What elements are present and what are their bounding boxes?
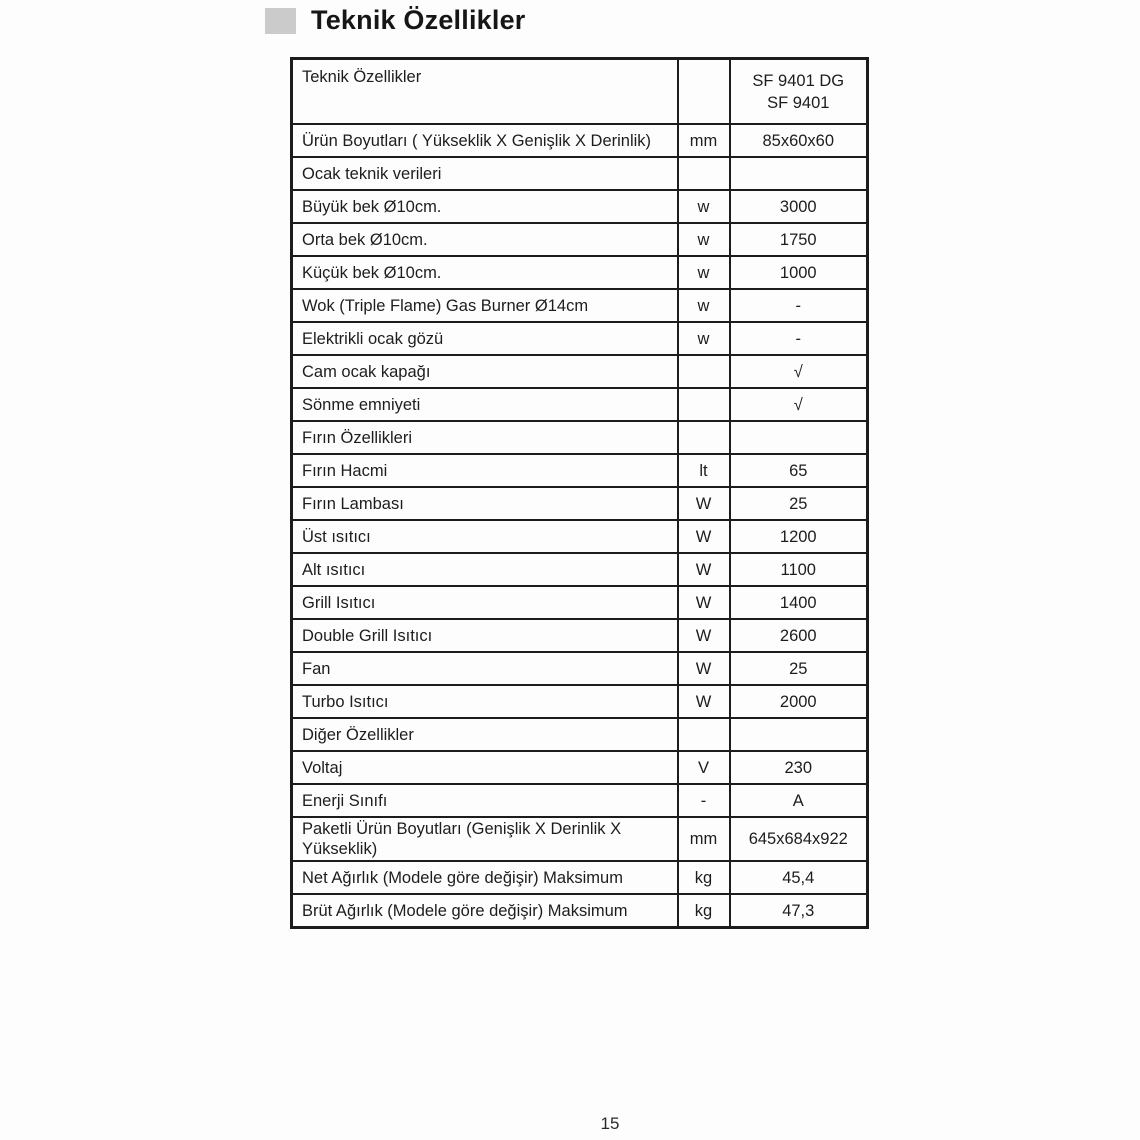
spec-value	[730, 421, 868, 454]
spec-label: Grill Isıtıcı	[292, 586, 678, 619]
table-row	[292, 454, 868, 487]
spec-unit	[678, 718, 730, 751]
table-row	[292, 520, 868, 553]
spec-value: 2600	[730, 619, 868, 652]
spec-value: 1200	[730, 520, 868, 553]
spec-unit: w	[678, 322, 730, 355]
spec-unit: mm	[678, 817, 730, 861]
spec-label: Büyük bek Ø10cm.	[292, 190, 678, 223]
spec-unit	[678, 355, 730, 388]
table-row	[292, 685, 868, 718]
spec-label: Fırın Özellikleri	[292, 421, 678, 454]
spec-value: 1750	[730, 223, 868, 256]
spec-unit: kg	[678, 894, 730, 928]
spec-value: A	[730, 784, 868, 817]
table-row	[292, 553, 868, 586]
spec-unit: W	[678, 487, 730, 520]
page-title: Teknik Özellikler	[311, 5, 526, 35]
spec-unit	[678, 421, 730, 454]
section-marker-icon	[265, 8, 296, 34]
spec-unit	[678, 388, 730, 421]
spec-value: 1100	[730, 553, 868, 586]
table-header-models	[730, 59, 868, 125]
spec-value: √	[730, 355, 868, 388]
section-title	[265, 5, 526, 36]
page-number: 15	[600, 1114, 620, 1133]
spec-value: 25	[730, 487, 868, 520]
spec-value: 3000	[730, 190, 868, 223]
spec-unit: W	[678, 586, 730, 619]
table-row	[292, 861, 868, 894]
spec-value: -	[730, 289, 868, 322]
spec-value: 230	[730, 751, 868, 784]
spec-table	[290, 57, 869, 929]
spec-value: -	[730, 322, 868, 355]
spec-value	[730, 157, 868, 190]
table-row	[292, 619, 868, 652]
table-row	[292, 388, 868, 421]
spec-label: Diğer Özellikler	[292, 718, 678, 751]
table-row	[292, 718, 868, 751]
table-row	[292, 751, 868, 784]
spec-label: Orta bek Ø10cm.	[292, 223, 678, 256]
spec-label: Fan	[292, 652, 678, 685]
spec-label: Üst ısıtıcı	[292, 520, 678, 553]
spec-label: Küçük bek Ø10cm.	[292, 256, 678, 289]
spec-value	[730, 718, 868, 751]
spec-label: Wok (Triple Flame) Gas Burner Ø14cm	[292, 289, 678, 322]
table-row	[292, 894, 868, 928]
spec-unit: w	[678, 289, 730, 322]
spec-label: Ürün Boyutları ( Yükseklik X Genişlik X Derinlik)	[292, 124, 678, 157]
spec-label: Turbo Isıtıcı	[292, 685, 678, 718]
table-row	[292, 586, 868, 619]
spec-value: √	[730, 388, 868, 421]
spec-unit: lt	[678, 454, 730, 487]
table-row	[292, 355, 868, 388]
table-row	[292, 256, 868, 289]
spec-label: Elektrikli ocak gözü	[292, 322, 678, 355]
spec-label: Cam ocak kapağı	[292, 355, 678, 388]
spec-value: 45,4	[730, 861, 868, 894]
spec-unit: W	[678, 520, 730, 553]
spec-unit: w	[678, 223, 730, 256]
table-header-row	[292, 59, 868, 125]
table-header-unit	[678, 59, 730, 125]
table-row	[292, 652, 868, 685]
spec-unit: w	[678, 256, 730, 289]
spec-value: 1400	[730, 586, 868, 619]
spec-label: Net Ağırlık (Modele göre değişir) Maksimum	[292, 861, 678, 894]
table-row	[292, 157, 868, 190]
table-header-label: Teknik Özellikler	[292, 59, 678, 125]
spec-label: Fırın Hacmi	[292, 454, 678, 487]
spec-label: Sönme emniyeti	[292, 388, 678, 421]
table-row	[292, 817, 868, 861]
table-row	[292, 322, 868, 355]
model-name-primary: SF 9401 DG	[752, 71, 845, 90]
spec-unit: mm	[678, 124, 730, 157]
table-row	[292, 421, 868, 454]
table-row	[292, 223, 868, 256]
table-row	[292, 190, 868, 223]
spec-label: Enerji Sınıfı	[292, 784, 678, 817]
spec-unit	[678, 157, 730, 190]
spec-label: Voltaj	[292, 751, 678, 784]
spec-value: 645x684x922	[730, 817, 868, 861]
model-name-secondary: SF 9401	[767, 93, 830, 112]
spec-unit: kg	[678, 861, 730, 894]
spec-table-body	[292, 59, 868, 928]
table-row	[292, 784, 868, 817]
spec-unit: w	[678, 190, 730, 223]
spec-unit: W	[678, 553, 730, 586]
spec-unit: W	[678, 652, 730, 685]
table-row	[292, 289, 868, 322]
table-row	[292, 487, 868, 520]
spec-label: Paketli Ürün Boyutları (Genişlik X Derinlik X Yükseklik)	[292, 817, 678, 861]
spec-label: Fırın Lambası	[292, 487, 678, 520]
spec-label: Brüt Ağırlık (Modele göre değişir) Maksimum	[292, 894, 678, 928]
spec-value: 47,3	[730, 894, 868, 928]
spec-unit: W	[678, 685, 730, 718]
spec-value: 25	[730, 652, 868, 685]
spec-unit: V	[678, 751, 730, 784]
spec-unit: -	[678, 784, 730, 817]
spec-value: 1000	[730, 256, 868, 289]
table-row	[292, 124, 868, 157]
spec-value: 2000	[730, 685, 868, 718]
spec-value: 65	[730, 454, 868, 487]
spec-label: Alt ısıtıcı	[292, 553, 678, 586]
spec-value: 85x60x60	[730, 124, 868, 157]
spec-unit: W	[678, 619, 730, 652]
spec-label: Double Grill Isıtıcı	[292, 619, 678, 652]
spec-label: Ocak teknik verileri	[292, 157, 678, 190]
